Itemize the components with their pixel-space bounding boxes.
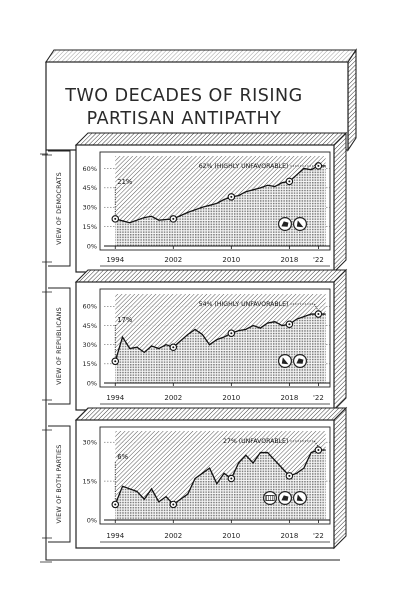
- xtick-3-1: 2002: [164, 532, 183, 540]
- data-point-dot-3-2018: [288, 475, 290, 477]
- ytick-1-0: 0%: [86, 242, 97, 251]
- data-point-dot-1-2022: [317, 165, 319, 167]
- xtick-1-1: 2002: [164, 256, 183, 264]
- frame-right-2: [334, 270, 346, 410]
- ytick-2-1: 15%: [82, 360, 97, 369]
- end-label-1: 62% (HIGHLY UNFAVORABLE): [198, 163, 289, 170]
- xtick-2-0: 1994: [106, 394, 125, 402]
- xtick-1-2: 2010: [222, 256, 241, 264]
- chart-panel-2: [42, 270, 346, 410]
- frame-top-3: [76, 408, 346, 420]
- xtick-1-0: 1994: [106, 256, 125, 264]
- data-point-dot-2-2002: [172, 346, 174, 348]
- chart-panel-1: [42, 133, 346, 272]
- data-point-dot-3-2022: [317, 449, 319, 451]
- data-point-dot-2-2018: [288, 323, 290, 325]
- data-point-dot-2-2010: [230, 332, 232, 334]
- data-point-dot-3-2002: [172, 503, 174, 505]
- panel-3-ylabel: VIEW OF BOTH PARTIES: [55, 444, 63, 524]
- ytick-3-0: 0%: [86, 516, 97, 525]
- data-point-dot-2-1994: [114, 360, 116, 362]
- ytick-2-4: 60%: [82, 302, 97, 311]
- frame-top-1: [76, 133, 346, 145]
- xtick-1-4: '22: [312, 256, 324, 264]
- ytick-2-2: 30%: [82, 340, 97, 349]
- ytick-1-3: 45%: [82, 184, 97, 193]
- frame-right-3: [334, 408, 346, 548]
- title-block-side-face: [348, 50, 356, 150]
- data-point-dot-1-1994: [114, 218, 116, 220]
- start-label-3: 6%: [117, 453, 129, 461]
- title-line-2: PARTISAN ANTIPATHY: [86, 109, 282, 129]
- flag-icon-3-0-glyph: [266, 495, 274, 500]
- end-label-2: 54% (HIGHLY UNFAVORABLE): [198, 301, 289, 308]
- data-point-dot-3-1994: [114, 503, 116, 505]
- ytick-1-2: 30%: [82, 203, 97, 212]
- end-label-3: 27% (UNFAVORABLE): [222, 438, 289, 445]
- data-point-dot-1-2010: [230, 196, 232, 198]
- ytick-2-3: 45%: [82, 321, 97, 330]
- chart-panel-3: [42, 408, 346, 548]
- xtick-3-0: 1994: [106, 532, 125, 540]
- ytick-3-1: 15%: [82, 477, 97, 486]
- xtick-2-4: '22: [312, 394, 324, 402]
- panel-1-ylabel: VIEW OF DEMOCRATS: [55, 172, 63, 245]
- ytick-1-4: 60%: [82, 164, 97, 173]
- data-point-dot-1-2002: [172, 218, 174, 220]
- title-line-1: TWO DECADES OF RISING: [65, 86, 303, 106]
- title-block-top-face: [46, 50, 356, 62]
- ytick-1-1: 15%: [82, 222, 97, 231]
- xtick-2-2: 2010: [222, 394, 241, 402]
- xtick-3-4: '22: [312, 532, 324, 540]
- start-label-2: 17%: [117, 316, 133, 324]
- xtick-1-3: 2018: [280, 256, 299, 264]
- xtick-2-3: 2018: [280, 394, 299, 402]
- frame-right-1: [334, 133, 346, 272]
- start-label-1: 21%: [117, 178, 133, 186]
- data-point-dot-2-2022: [317, 313, 319, 315]
- data-point-dot-1-2018: [288, 180, 290, 182]
- xtick-3-3: 2018: [280, 532, 299, 540]
- frame-top-2: [76, 270, 346, 282]
- ytick-3-2: 30%: [82, 438, 97, 447]
- panel-2-ylabel: VIEW OF REPUBLICANS: [55, 307, 63, 385]
- data-point-dot-3-2010: [230, 478, 232, 480]
- ytick-2-0: 0%: [86, 379, 97, 388]
- xtick-3-2: 2010: [222, 532, 241, 540]
- xtick-2-1: 2002: [164, 394, 183, 402]
